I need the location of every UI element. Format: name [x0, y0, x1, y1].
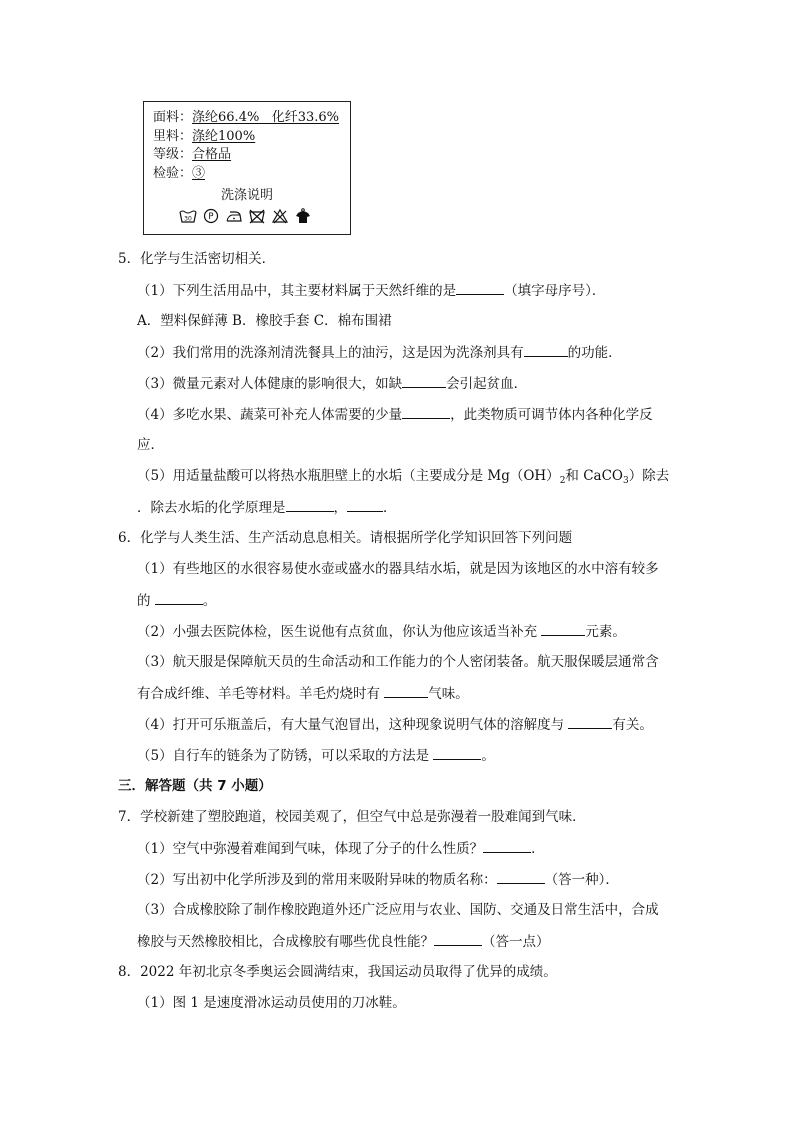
subscript: 2 — [559, 476, 566, 486]
label-key: 面料： — [153, 110, 193, 125]
question-8-stem: 8．2022 年初北京冬季奥运会圆满结束，我国运动员取得了优异的成绩。 — [118, 964, 557, 980]
text: （答一种）． — [544, 872, 619, 888]
answer-blank[interactable] — [497, 869, 545, 884]
label-key: 检验： — [153, 165, 193, 181]
question-6-part-3-cont — [137, 683, 469, 704]
label-rows — [153, 109, 339, 183]
care-symbols — [179, 208, 312, 224]
text: 的 — [137, 593, 155, 609]
no-bleach-icon — [271, 208, 289, 224]
answer-blank[interactable] — [155, 590, 203, 605]
question-7-part-1 — [137, 838, 545, 859]
question-6-part-4 — [137, 714, 653, 735]
text: （1）下列生活用品中，其主要材料属于天然纤维的是 — [137, 283, 457, 299]
text: （2）我们常用的洗涤剂清洗餐具上的油污，这是因为洗涤剂具有 — [137, 345, 524, 361]
text: （2）小强去医院体检，医生说他有点贫血，你认为他应该适当补充 — [137, 624, 542, 640]
question-6-part-1-cont — [137, 590, 216, 611]
answer-blank[interactable] — [434, 931, 482, 946]
answer-blank[interactable] — [347, 497, 383, 512]
dry-clean-p-icon — [202, 208, 220, 224]
question-5-part-5 — [137, 466, 669, 491]
text: （3）微量元素对人体健康的影响很大，如缺 — [137, 376, 403, 392]
text: ， — [333, 500, 347, 516]
section-heading: 三．解答题（共 7 小题） — [118, 778, 272, 794]
question-5-part-5-cont — [137, 497, 397, 518]
question-7-part-2 — [137, 869, 619, 890]
text: 。 — [481, 748, 495, 764]
answer-blank[interactable] — [568, 714, 612, 729]
hang-dry-shirt-icon — [294, 208, 312, 224]
answer-blank[interactable] — [541, 621, 585, 636]
iron-low-icon — [225, 208, 243, 224]
text: 气味。 — [428, 686, 469, 702]
text: ．除去水垢的化学原理是 — [137, 500, 286, 516]
answer-blank[interactable] — [402, 373, 446, 388]
wash-instructions-title: 洗涤说明 — [220, 188, 273, 203]
svg-text:P: P — [208, 212, 214, 222]
text: （5）自行车的链条为了防锈，可以采取的方法是 — [137, 748, 434, 764]
text: ． — [531, 841, 545, 857]
text: （填字母序号）． — [504, 283, 606, 299]
text: 的功能． — [567, 345, 622, 361]
no-tumble-dry-icon — [248, 208, 266, 224]
label-key: 等级： — [153, 147, 193, 162]
label-value: 涤纶100% — [192, 128, 256, 144]
text: （4）多吃水果、蔬菜可补充人体需要的少量 — [137, 407, 403, 423]
question-5-options: A．塑料保鲜薄 B．橡胶手套 C．棉布围裙 — [137, 313, 392, 329]
text: 有合成纤维、羊毛等材料。羊毛灼烧时有 — [137, 686, 385, 702]
text: （2）写出初中化学所涉及到的常用来吸附异味的物质名称： — [137, 872, 497, 888]
label-row-fabric — [153, 109, 339, 128]
label-key: 里料： — [153, 128, 193, 144]
question-6-stem: 6．化学与人类生活、生产活动息息相关。请根据所学化学知识回答下列问题 — [118, 530, 573, 546]
question-6-part-1: （1）有些地区的水很容易使水壶或盛水的器具结水垢，就是因为该地区的水中溶有较多 — [137, 561, 659, 577]
text: 橡胶与天然橡胶相比，合成橡胶有哪些优良性能？ — [137, 934, 434, 950]
question-6-part-2 — [137, 621, 626, 642]
question-5-part-4 — [137, 404, 653, 425]
text: ． — [383, 500, 397, 516]
label-value: 合格品 — [192, 147, 232, 162]
subscript: 3 — [623, 476, 629, 486]
clothing-label — [143, 101, 351, 235]
label-row-inspection — [153, 165, 339, 184]
answer-blank[interactable] — [483, 838, 531, 853]
label-value: 涤纶66.4% 化纤33.6% — [192, 110, 340, 125]
text: （1）空气中弥漫着难闻到气味，体现了分子的什么性质？ — [137, 841, 484, 857]
question-7-part-3-cont — [137, 931, 550, 952]
question-6-part-5 — [137, 745, 495, 766]
question-5-part-3 — [137, 373, 527, 394]
question-5-stem: 5．化学与生活密切相关． — [118, 251, 276, 267]
question-5-part-2 — [137, 342, 622, 363]
label-row-grade — [153, 146, 339, 165]
answer-blank[interactable] — [456, 280, 504, 295]
answer-blank[interactable] — [384, 683, 428, 698]
answer-blank[interactable] — [402, 404, 450, 419]
answer-blank[interactable] — [524, 342, 568, 357]
text: （5）用适量盐酸可以将热水瓶胆壁上的水垢（主要成分是 Mg（OH） — [137, 468, 560, 484]
question-6-part-3: （3）航天服是保障航天员的生命活动和工作能力的个人密闭装备。航天服保暖层通常含 — [137, 654, 659, 670]
question-7-part-3: （3）合成橡胶除了制作橡胶跑道外还广泛应用与农业、国防、交通及日常生活中，合成 — [137, 902, 659, 918]
text: 有关。 — [612, 717, 653, 733]
answer-blank[interactable] — [286, 497, 334, 512]
label-row-lining — [153, 128, 339, 147]
text: ）除去 — [628, 468, 670, 484]
text: （答一点） — [482, 934, 550, 950]
question-5-part-4-cont: 应． — [137, 437, 164, 453]
label-value: ③ — [192, 165, 206, 181]
text: ，此类物质可调节体内各种化学反 — [450, 407, 653, 423]
text: 。 — [202, 593, 217, 609]
wash-30-icon — [179, 208, 197, 224]
text: 会引起贫血． — [446, 376, 528, 392]
text: （4）打开可乐瓶盖后，有大量气泡冒出，这种现象说明气体的溶解度与 — [137, 717, 569, 733]
question-7-stem: 7．学校新建了塑胶跑道，校园美观了，但空气中总是弥漫着一股难闻到气味． — [118, 809, 586, 825]
text: 元素。 — [585, 624, 626, 640]
question-8-part-1: （1）图 1 是速度滑冰运动员使用的刀冰鞋。 — [137, 995, 406, 1011]
question-5-part-1 — [137, 280, 605, 301]
svg-text:30: 30 — [184, 215, 192, 223]
answer-blank[interactable] — [433, 745, 481, 760]
text: 和 CaCO — [565, 468, 623, 484]
